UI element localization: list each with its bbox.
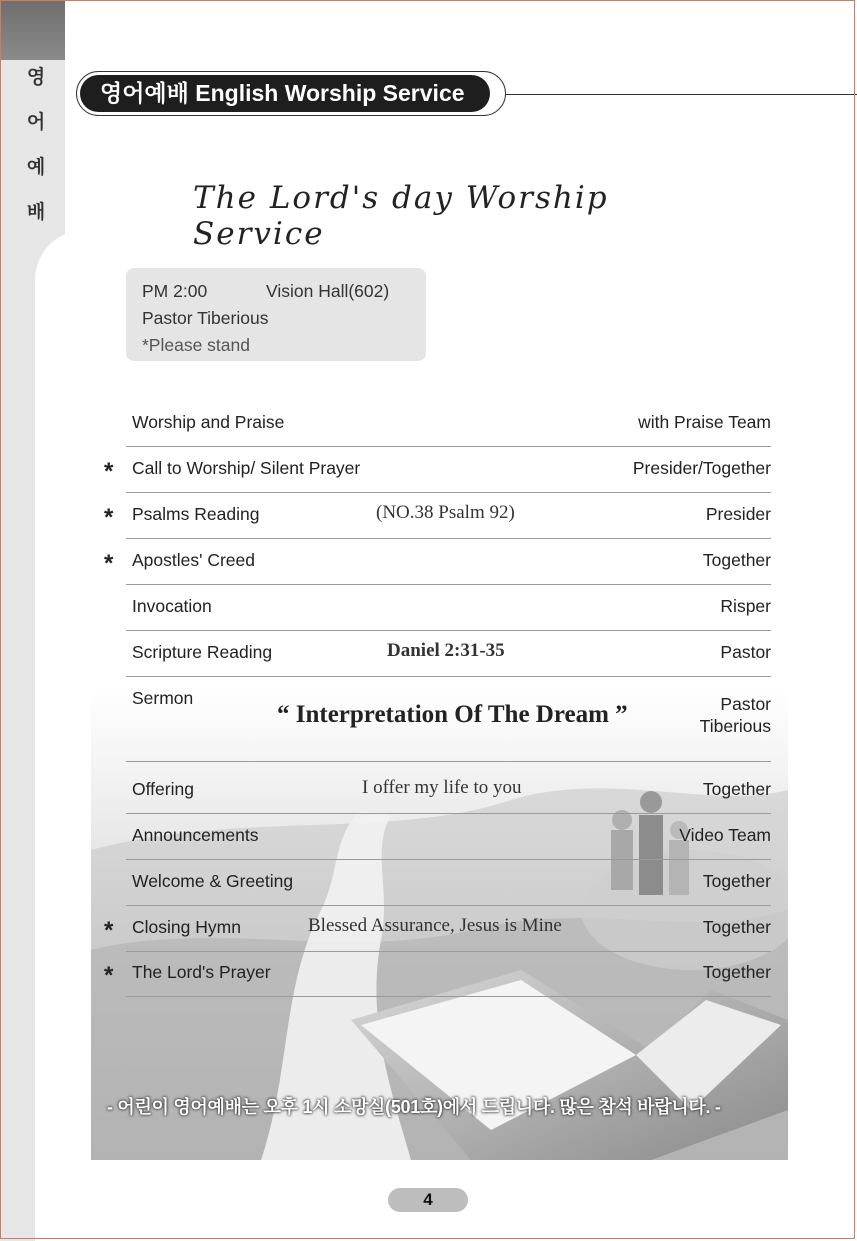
order-label: Apostles' Creed (132, 550, 255, 570)
order-row (104, 905, 771, 952)
order-detail: Daniel 2:31-35 (387, 640, 505, 661)
info-pastor: Pastor Tiberious (142, 308, 269, 328)
sermon-title: “ Interpretation Of The Dream ” (277, 701, 628, 728)
order-label: Sermon (132, 688, 194, 708)
order-leader: Presider (705, 504, 771, 524)
order-leader: Pastor (720, 642, 771, 662)
order-detail: I offer my life to you (362, 777, 522, 798)
order-label: Scripture Reading (132, 642, 273, 662)
order-leader: Together (702, 550, 771, 570)
order-row (104, 446, 771, 493)
order-label: Call to Worship/ Silent Prayer (132, 458, 361, 478)
info-time: PM 2:00 (142, 281, 208, 301)
order-label: Invocation (132, 596, 212, 616)
header-rule (506, 94, 857, 95)
side-char: 영 (26, 67, 46, 88)
order-row (126, 584, 771, 631)
order-row (126, 400, 771, 447)
order-label: Closing Hymn (132, 917, 241, 937)
order-detail: Blessed Assurance, Jesus is Mine (308, 915, 562, 936)
header-title: 영어예배 English Worship Service (80, 75, 490, 112)
stand-marker: * (104, 550, 114, 577)
order-detail: (NO.38 Psalm 92) (376, 502, 515, 523)
order-leader: Pastor (720, 694, 771, 714)
order-leader: Together (702, 962, 771, 982)
order-label: Announcements (132, 825, 259, 845)
order-leader: with Praise Team (638, 412, 771, 432)
side-char: 배 (26, 202, 46, 223)
order-row (104, 950, 771, 997)
info-note: *Please stand (142, 335, 250, 355)
order-leader: Video Team (679, 825, 771, 845)
order-row (126, 813, 771, 860)
side-curve (35, 230, 95, 1241)
order-label: Psalms Reading (132, 504, 260, 524)
order-leader: Presider/Together (632, 458, 771, 478)
service-subtitle: The Lord's day Worship Service (193, 180, 609, 252)
stand-marker: * (104, 962, 114, 989)
order-row (104, 492, 771, 539)
order-label: Offering (132, 779, 194, 799)
stand-marker: * (104, 458, 114, 485)
side-tab-dark (0, 0, 65, 60)
info-place: Vision Hall(602) (266, 281, 390, 301)
side-char: 예 (26, 157, 46, 178)
order-leader: Together (702, 871, 771, 891)
footer-note: - 어린이 영어예배는 오후 1시 소망실(501호)에서 드립니다. 많은 참석 바랍니다. - (107, 1097, 721, 1117)
order-leader: Together (702, 779, 771, 799)
order-label: The Lord's Prayer (132, 962, 271, 982)
side-vertical-title (20, 68, 52, 248)
stand-marker: * (104, 917, 114, 944)
order-row (126, 859, 771, 906)
order-row (126, 630, 771, 677)
page-number: 4 (388, 1188, 468, 1212)
order-row (104, 538, 771, 585)
order-leader: Risper (720, 596, 771, 616)
order-row (126, 767, 771, 814)
side-char: 어 (26, 112, 46, 133)
stand-marker: * (104, 504, 114, 531)
order-leader-name: Tiberious (699, 716, 771, 736)
order-label: Worship and Praise (132, 412, 285, 432)
order-label: Welcome & Greeting (132, 871, 294, 891)
order-leader: Together (702, 917, 771, 937)
